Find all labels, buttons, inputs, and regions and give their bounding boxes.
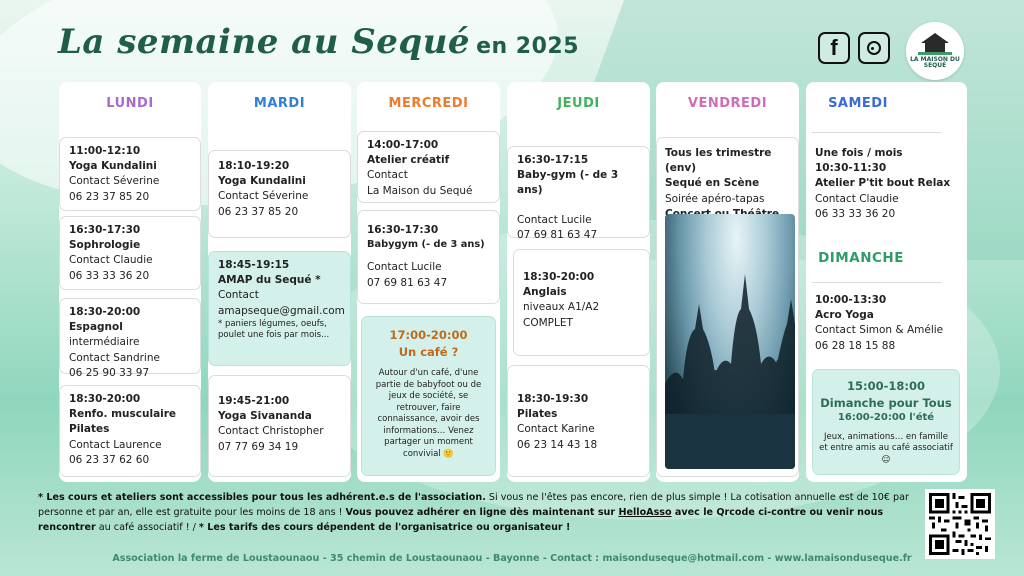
day-vendredi: VENDREDI (687, 96, 768, 111)
activity-time: 16:30-17:30 (367, 224, 439, 236)
activity-phone: 07 69 81 63 47 (367, 276, 448, 289)
event-frequency: Tous les trimestre (env) (665, 147, 772, 175)
footer-address: Association la ferme de Loustaounaou - 35 chemin de Loustaounaou - Bayonne - Contact : maisonduseque@hotmail.com - www.lamaisonduseque.fr (112, 553, 912, 564)
day-samedi: SAMEDI (828, 96, 888, 111)
activity-card (208, 150, 351, 238)
activity-contact: Contact Sandrine (69, 351, 160, 364)
activity-time: 18:30-20:00 (523, 271, 595, 283)
activity-contact: Contact Claudie (69, 254, 153, 267)
activity-contact: Contact Lucile (367, 261, 442, 274)
activity-name: AMAP du Sequé * (218, 274, 321, 287)
activity-time: 18:30-20:00 (69, 393, 141, 405)
activity-time: 11:00-12:10 (69, 145, 141, 157)
activity-time: 14:00-17:00 (367, 139, 439, 151)
activity-contact: Contact Séverine (218, 190, 309, 203)
activity-card (59, 137, 201, 211)
activity-email: amapseque@gmail.com (218, 304, 345, 317)
event-description: Soirée apéro-tapas (665, 192, 765, 205)
concert-crowd-image (665, 214, 795, 469)
activity-name: Yoga Kundalini (218, 175, 306, 188)
activity-name: Yoga Kundalini (69, 160, 157, 173)
activity-phone: 07 69 81 63 47 (517, 228, 598, 241)
title-text: La semaine au Sequé (58, 22, 471, 62)
activity-name: Anglais (523, 286, 567, 299)
activity-phone: 06 25 90 33 97 (69, 366, 150, 379)
activity-time: 10:00-13:30 (815, 294, 887, 306)
activity-description: Jeux, animations… en famille et entre amis au café associatif ☺ (819, 431, 953, 465)
instagram-icon[interactable] (858, 32, 890, 64)
footer-text: * Les tarifs des cours dépendent de l'organisatrice ou organisateur ! (198, 521, 571, 533)
activity-contact: Contact Laurence (69, 438, 162, 451)
activity-subtitle: 16:00-20:00 l'été (837, 412, 935, 424)
activity-description: Autour d'un café, d'une partie de babyfoot ou de jeux de société, se retrouver, faire connaissance, avoir des informations… Venez partager un moment convivial 🙂 (375, 368, 482, 459)
logo (906, 22, 964, 80)
activity-name: Pilates (517, 408, 558, 421)
activity-time: 10:30-11:30 (815, 162, 887, 175)
event-name: Sequé en Scène (665, 177, 760, 190)
footer-text: Vous pouvez adhérer en ligne dès maintenant sur (345, 506, 619, 518)
activity-time: 16:30-17:30 (69, 224, 141, 236)
activity-card (59, 216, 201, 290)
activity-frequency: Une fois / mois (815, 147, 903, 159)
activity-time: 18:10-19:20 (218, 160, 290, 172)
activity-phone: 07 77 69 34 19 (218, 440, 299, 453)
activity-name: Atelier P'tit bout Relax (815, 177, 951, 190)
activity-time: 18:30-19:30 (517, 393, 589, 405)
activity-card (59, 385, 201, 477)
activity-name: Espagnol (69, 321, 123, 334)
footer-text: * Les cours et ateliers sont accessibles pour tous les adhérent.e.s de l'association. (38, 492, 486, 503)
activity-card-cafe (361, 316, 496, 476)
activity-contact: Contact Claudie (815, 192, 899, 205)
house-icon (918, 33, 952, 55)
activity-name-suffix: intermédiaire (69, 336, 140, 349)
page-title (58, 22, 579, 62)
activity-name: Atelier créatif (367, 154, 450, 167)
activity-name: Sophrologie (69, 239, 141, 252)
activity-card-amap (208, 251, 351, 366)
activity-card (507, 365, 650, 477)
activity-phone: 06 33 33 36 20 (69, 269, 150, 282)
day-mercredi: MERCREDI (388, 96, 469, 111)
activity-contact: Contact Séverine (69, 175, 160, 188)
activity-card (507, 146, 650, 241)
divider (812, 282, 942, 283)
activity-phone: 06 23 14 43 18 (517, 438, 598, 451)
activity-phone: 06 23 37 62 60 (69, 453, 150, 466)
activity-card-dimanche-pour-tous (812, 369, 960, 475)
footer-notes (38, 491, 918, 536)
logo-text: LA MAISON DU SEQUÉ (910, 55, 960, 69)
activity-name: Renfo. musculaire (69, 408, 177, 421)
activity-contact: Contact Lucile (517, 213, 592, 226)
activity-card (357, 131, 500, 203)
activity-status: COMPLET (523, 316, 573, 329)
activity-name: Yoga Sivananda (218, 410, 312, 423)
activity-name: Baby-gym (- de 3 ans) (517, 169, 619, 197)
activity-time: 19:45-21:00 (218, 395, 290, 407)
title-year: en 2025 (476, 34, 580, 59)
activity-contact-2: La Maison du Sequé (367, 184, 473, 197)
activity-time: 18:45-19:15 (218, 259, 290, 271)
activity-phone: 06 33 33 36 20 (815, 207, 896, 220)
day-mardi: MARDI (253, 96, 306, 111)
day-jeudi: JEUDI (557, 96, 600, 111)
activity-contact: Contact Karine (517, 423, 595, 436)
activity-level: niveaux A1/A2 (523, 301, 600, 314)
activity-time: 15:00-18:00 (847, 379, 925, 393)
activity-contact: Contact Simon & Amélie (815, 324, 944, 337)
facebook-icon[interactable]: f (818, 32, 850, 64)
activity-time: 17:00-20:00 (389, 328, 468, 342)
activity-card (806, 287, 967, 359)
helloasso-link[interactable]: HelloAsso (618, 506, 672, 518)
activity-card (59, 298, 201, 379)
footer-text: avec le Qrcode ci-contre ou venir nous rencontrer (38, 506, 884, 533)
divider (812, 132, 942, 133)
activity-name: Babygym (- de 3 ans) (367, 239, 485, 251)
activity-card (208, 375, 351, 477)
activity-note: * paniers légumes, oeufs, poulet une fois par mois... (218, 318, 330, 341)
day-dimanche: DIMANCHE (818, 250, 904, 266)
activity-card (513, 249, 650, 356)
activity-phone: 06 23 37 85 20 (218, 205, 299, 218)
activity-time: 18:30-20:00 (69, 306, 141, 318)
activity-phone: 06 28 18 15 88 (815, 339, 896, 352)
activity-name: Dimanche pour Tous (820, 395, 952, 410)
activity-name: Acro Yoga (815, 309, 874, 322)
footer-text: au café associatif ! / (95, 521, 199, 533)
day-lundi: LUNDI (106, 96, 154, 111)
activity-card (357, 210, 500, 304)
activity-card (806, 140, 967, 224)
activity-contact: Contact Christopher (218, 425, 324, 438)
activity-contact: Contact (218, 289, 259, 302)
footer-text: Si vous ne l'êtes pas encore, rien de plus simple ! La cotisation annuelle est de 10€ par personne et par an, elle est gratuite pour les moins de 18 ans ! (38, 492, 909, 518)
activity-contact: Contact (367, 169, 408, 182)
qr-code-icon[interactable] (925, 489, 995, 559)
activity-time: 16:30-17:15 (517, 154, 589, 166)
activity-phone: 06 23 37 85 20 (69, 190, 150, 203)
activity-name: Un café ? (398, 344, 459, 359)
activity-name-2: Pilates (69, 423, 110, 436)
